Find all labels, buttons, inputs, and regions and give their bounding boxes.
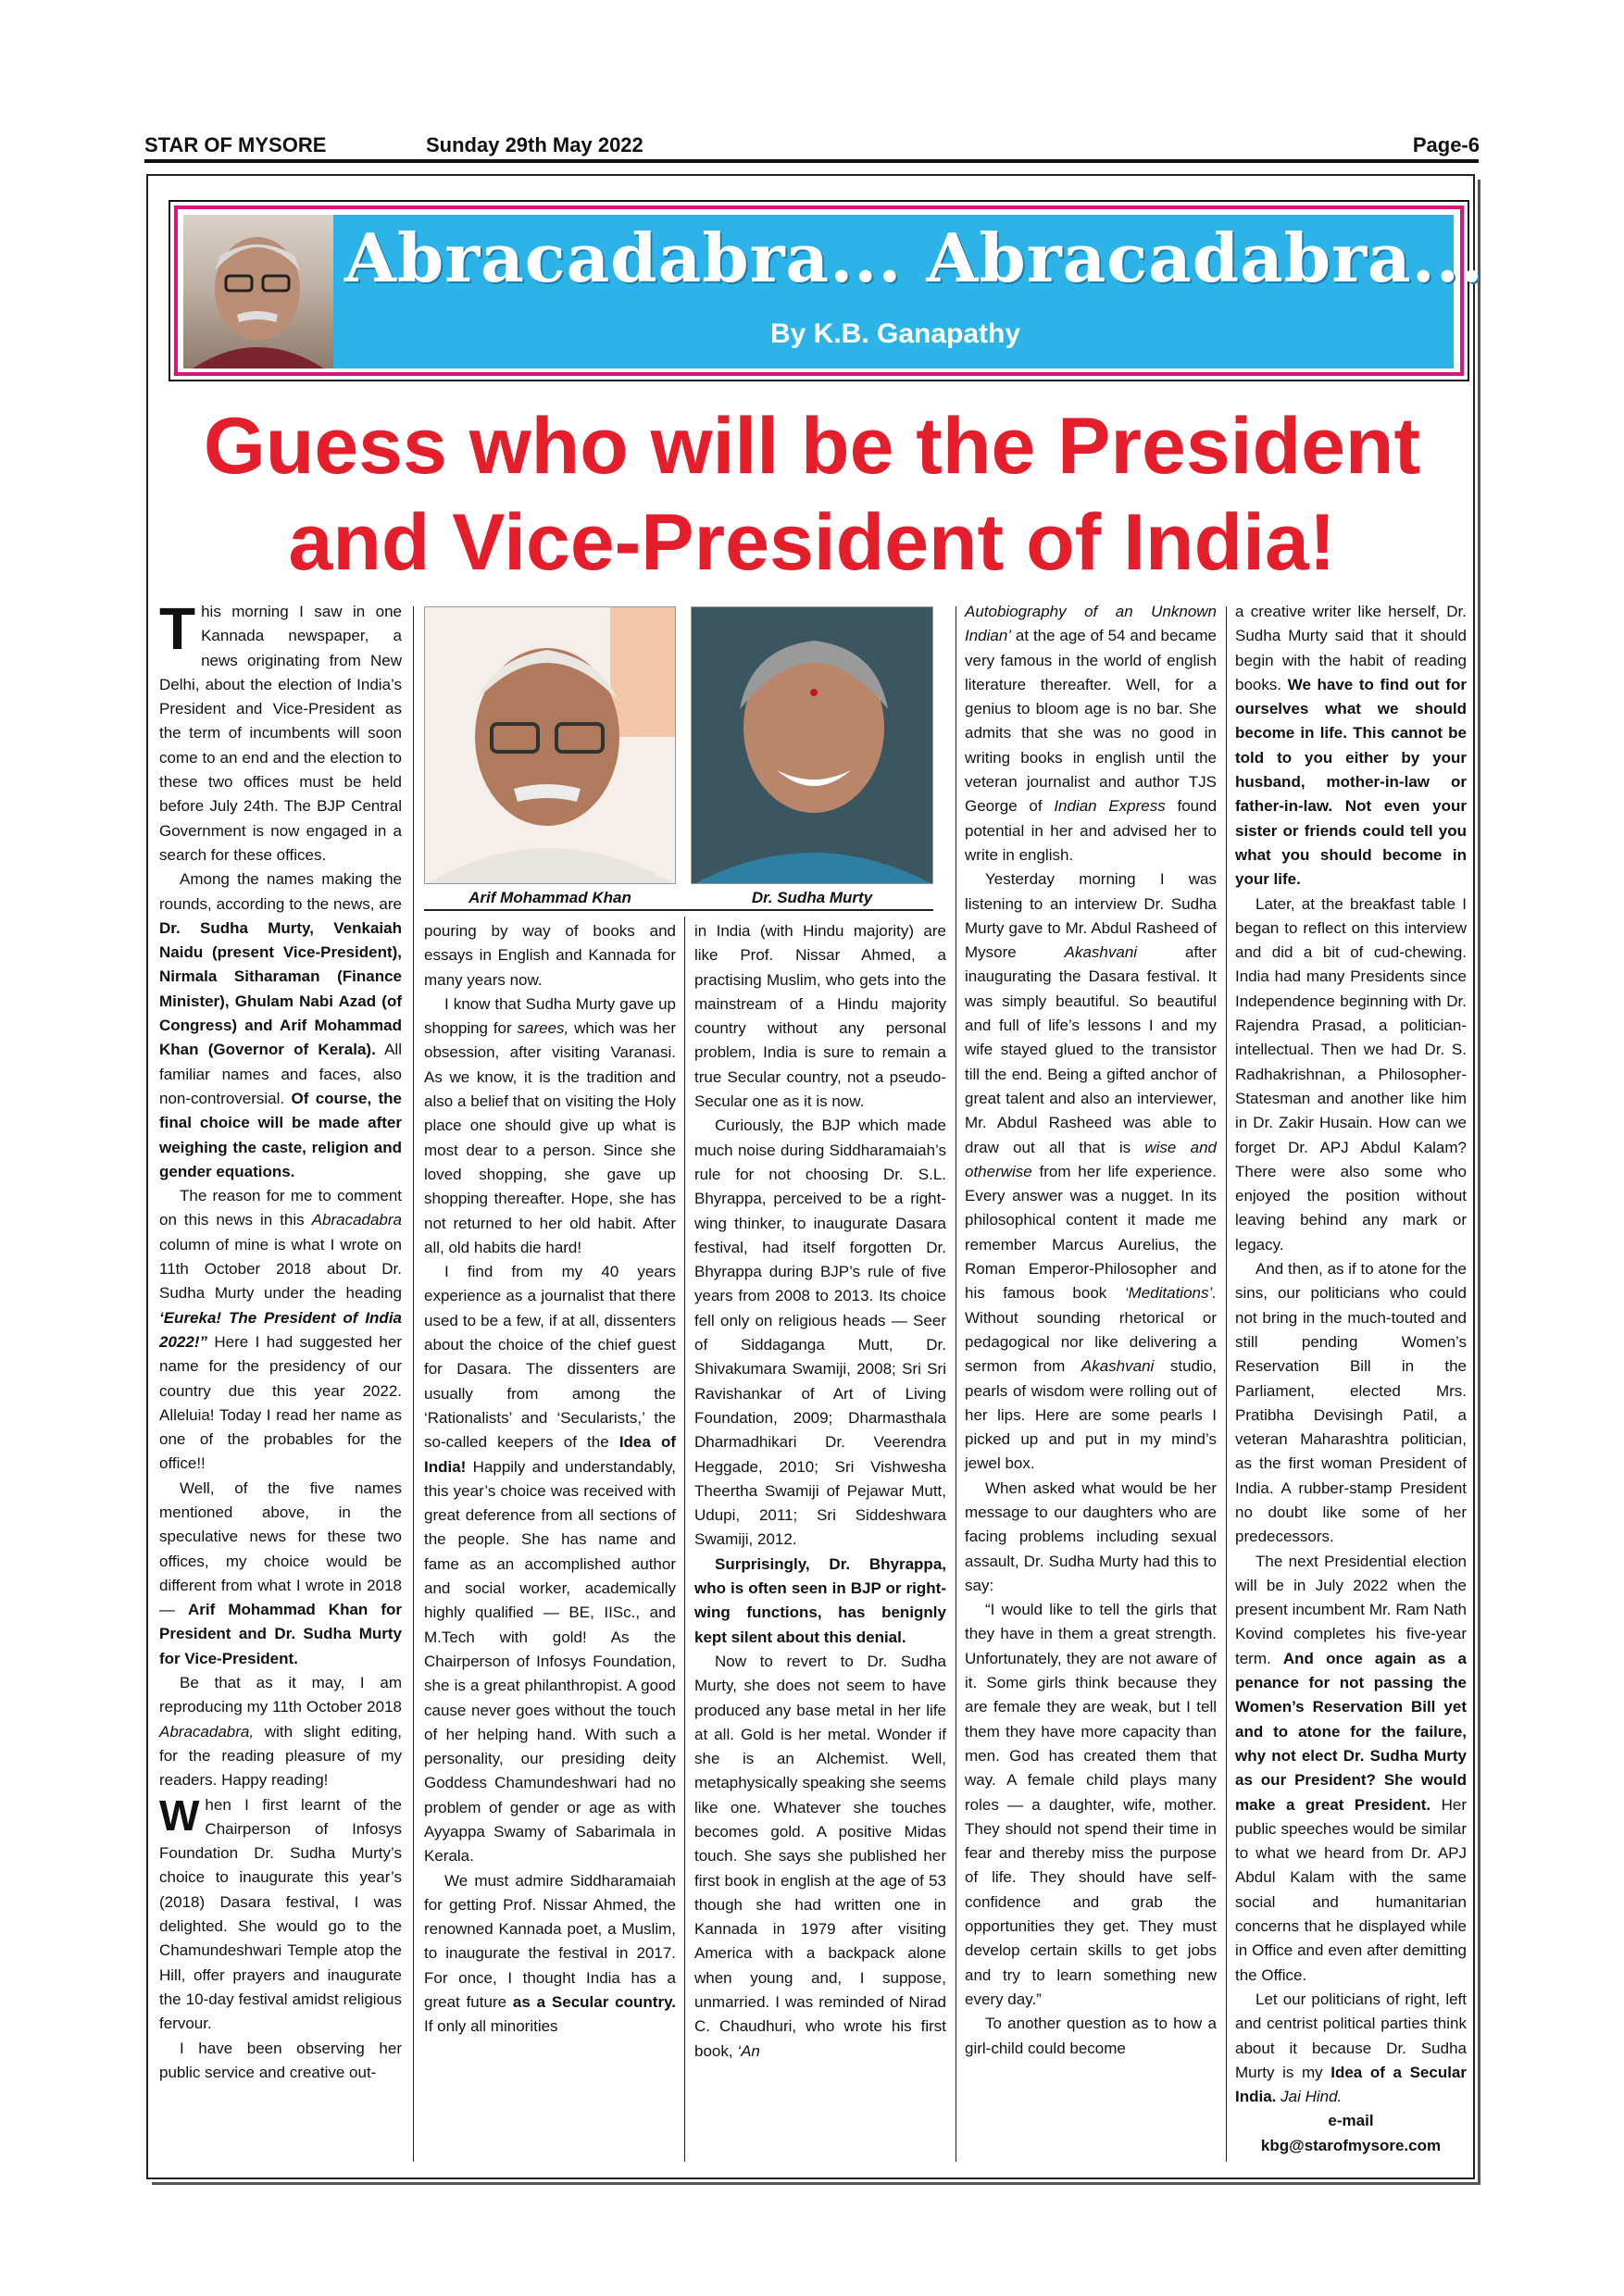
photo-arif-mohammad-khan — [424, 606, 676, 884]
paragraph: Yesterday morning I was listening to an interview Dr. Sudha Murty gave to Mr. Abdul Rasheed of Mysore Akashvani after inaugurating the Dasara festival. It was simply beautiful. So beautiful and full of life’s lessons I and my wife stayed glued to the transistor till the end. Being a gifted anchor of great talent and also an interviewer, Mr. Abdul Rasheed was able to draw out all that is wise and otherwise from her life experience. Every answer was a nugget. In its philosophical content it made me remember Marcus Aurelius, the Roman Emperor-Philosopher and his famous book ‘Meditations’. Without sounding rhetorical or pedagogical nor like delivering a sermon from Akashvani studio, pearls of wisdom were rolling out of her lips. Here are some pearls I picked up and put in my mind’s jewel box. — [965, 870, 1217, 1473]
paragraph: in India (with Hindu majority) are like Prof. Nissar Ahmed, a practising Muslim, who gets into the mainstream of a Hindu majority country without any personal problem, India is sure to remain a true Secular country, not a pseudo-Secular one as it is now. — [694, 922, 946, 1111]
page-header — [144, 130, 1480, 161]
column-title: Abracadabra... Abracadabra... — [344, 218, 1484, 297]
column-rule — [1226, 606, 1227, 2162]
headline — [148, 398, 1476, 591]
paragraph: This morning I saw in one Kannada newspaper, a news originating from New Delhi, about the election of India’s President and Vice-President as the term of incumbents will soon come to an end and the election to these two offices must be held before July 24th. The BJP Central Government is now engaged in a search for these offices. — [159, 595, 402, 864]
header-rule — [144, 159, 1479, 163]
article-column-2 — [424, 919, 676, 2040]
paragraph: Curiously, the BJP which made much noise during Siddharamaiah’s rule for not choosing Dr. S.L. Bhyrappa, perceived to be a right-wing thinker, to inaugurate Dasara festival, had itself forgotten Dr. Bhyrappa during BJP’s rule of five years from 2008 to 2013. Its choice fell only on religious heads — Seer of Siddaganga Mutt, Dr. Shivakumara Swamiji, 2008; Sri Sri Ravishankar of Art of Living Foundation, 2009; Dharmasthala Dharmadhikari Dr. Veerendra Heggade, 2010; Sri Vishwesha Theertha Swamiji of Pejawar Mutt, Udupi, 2011; Sri Siddeshwara Swamiji, 2012. — [694, 1117, 946, 1549]
paragraph: Now to revert to Dr. Sudha Murty, she does not seem to have produced any base metal in her life at all. Gold is her metal. Wonder if she is an Alchemist. Well, metaphysically speaking she seems like one. Whatever she touches becomes gold. A positive Midas touch. She says she published her first book in english at the age of 53 though she had written one in Kannada in 1979 after visiting America with a backpack alone when young and, I suppose, unmarried. I was reminded of Nirad C. Chaudhuri, who wrote his first book, ‘An — [694, 1652, 946, 2060]
paragraph: To another question as to how a girl-child could become — [965, 2015, 1217, 2057]
column-rule — [413, 606, 414, 2162]
page-number: Page-6 — [1412, 133, 1480, 156]
caption-rule — [424, 909, 933, 911]
article-column-3 — [694, 919, 946, 2064]
headline-line-2: and Vice-President of India! — [288, 498, 1336, 587]
paragraph: Autobiography of an Unknown Indian’ at the age of 54 and became very famous in the world of english literature thereafter. Well, for a genius to bloom age is no bar. She admits that she was no good in writing books in english until the veteran journalist and author TJS George of Indian Express found potential in her and advised her to write in english. — [965, 603, 1218, 864]
headline-line-1: Guess who will be the President — [203, 402, 1421, 491]
article-column-1 — [159, 595, 402, 2085]
author-email[interactable]: kbg@starofmysore.com — [1260, 2136, 1442, 2154]
issue-date: Sunday 29th May 2022 — [426, 133, 643, 156]
paragraph: We must admire Siddharamaiah for getting Prof. Nissar Ahmed, the renowned Kannada poet, a Muslim, to inaugurate the festival in 2017. For once, I thought India has a great future as a Secular country. If only all minorities — [424, 1871, 676, 2036]
byline: By K.B. Ganapathy — [769, 318, 1021, 349]
photo-sudha-murty — [691, 606, 933, 884]
paper-name: STAR OF MYSORE — [144, 133, 327, 156]
article-column-4 — [965, 600, 1217, 2061]
paragraph: Later, at the breakfast table I began to reflect on this interview and did a bit of cud-chewing. India had many Presidents since Independence beginning with Dr. Rajendra Prasad, a politician-intellectual. Then we had Dr. S. Radhakrishnan, a Philosopher-Statesman and another like him in Dr. Zakir Husain. How can we forget Dr. APJ Abdul Kalam? There were also some who enjoyed the position without leaving behind any mark or legacy. — [1235, 894, 1467, 1254]
paragraph: When I first learnt of the Chairperson of Infosys Foundation Dr. Sudha Murty’s choice to inaugurate this year’s (2018) Dasara festival, I was delighted. She would go to the Chamundeshwari Temple atop the Hill, offer prayers and inaugurate the 10-day festival amidst religious fervour. — [159, 1791, 402, 2033]
paragraph: The next Presidential election will be in July 2022 when the present incumbent Mr. Ram Nath Kovind completes his five-year term. And once again as a penance for not passing the Women’s Reservation Bill yet and to atone for the failure, why not elect Dr. Sudha Murty as our President? She would make a great President. Her public speeches would be similar to what we heard from Dr. APJ Abdul Kalam with the same social and humanitarian concerns that he displayed while in Office and even after demitting the Office. — [1235, 1552, 1467, 1984]
paragraph: Among the names making the rounds, according to the news, are Dr. Sudha Murty, Venkaiah Naidu (present Vice-President), Nirmala Sitharaman (Finance Minister), Ghulam Nabi Azad (of Congress) and Arif Mohammad Khan (Governor of Kerala). All familiar names and faces, also non-controversial. Of course, the final choice will be made after weighing the caste, religion and gender equations. — [159, 870, 402, 1180]
paragraph: When asked what would be her message to our daughters who are facing problems including sexual assault, Dr. Sudha Murty had this to say: — [965, 1479, 1217, 1594]
email-label: e-mail — [1328, 2112, 1374, 2130]
paragraph: I have been observing her public service and creative out- — [159, 2039, 402, 2081]
caption-left: Arif Mohammad Khan — [468, 889, 631, 906]
paragraph: The reason for me to comment on this news in this Abracadabra column of mine is what I wrote on 11th October 2018 about Dr. Sudha Murty under the heading ‘Eureka! The President of India 2022!” Here I had suggested her name for the presidency of our country due this year 2022. Alleluia! Today I read her name as one of the probables for the office!! — [159, 1187, 402, 1473]
article-column-5 — [1235, 600, 1467, 2158]
paragraph: And then, as if to atone for the sins, our politicians who could not bring in the much-touted and still pending Women’s Reservation Bill in the Parliament, elected Mrs. Pratibha Devisingh Patil, a veteran Maharashtra politician, as the first woman President of India. A rubber-stamp President no doubt like some of her predecessors. — [1235, 1260, 1467, 1546]
author-portrait — [183, 215, 333, 368]
paragraph: pouring by way of books and essays in English and Kannada for many years now. — [424, 922, 676, 989]
paragraph: a creative writer like herself, Dr. Sudha Murty said that it should begin with the habit of reading books. We have to find out for ourselves what we should become in life. This cannot be told to you either by your husband, mother-in-law or father-in-law. Not even your sister or friends could tell you what you should become in your life. — [1235, 603, 1467, 889]
paragraph: Surprisingly, Dr. Bhyrappa, who is often seen in BJP or right-wing functions, has benignly kept silent about this denial. — [694, 1554, 946, 1646]
column-rule — [684, 917, 685, 2162]
caption-right: Dr. Sudha Murty — [751, 889, 873, 906]
drop-cap: T — [159, 595, 196, 662]
paragraph: “I would like to tell the girls that they have in them a great strength. Unfortunately, they are not aware of it. Some girls think because they are female they are weak, but I tell them they have more capacity than men. God has created them that way. A female child plays many roles — a daughter, wife, mother. They should not spend their time in fear and thereby miss the purpose of life. They should have self-confidence and grab the opportunities they get. They must develop certain skills to get jobs and try to learn something new every day.” — [965, 1601, 1217, 2008]
paragraph: I know that Sudha Murty gave up shopping for sarees, which was her obsession, after visiting Varanasi. As we know, it is the tradition and also a belief that on visiting the Holy place one should give up what is most dear to a person. Since she loved shopping, she gave up shopping thereafter. Hope, she has not returned to her old habit. After all, old habits die hard! — [424, 994, 676, 1256]
paragraph: Well, of the five names mentioned above, in the speculative news for these two offices, my choice would be different from what I wrote in 2018 — Arif Mohammad Khan for President and Dr. Sudha Murty for Vice-President. — [159, 1479, 402, 1667]
drop-cap: W — [159, 1791, 200, 1840]
paragraph: Be that as it may, I am reproducing my 11th October 2018 Abracadabra, with slight editing, for the reading pleasure of my readers. Happy reading! — [159, 1674, 402, 1790]
paragraph: Let our politicians of right, left and centrist political parties think about it because Dr. Sudha Murty is my Idea of a Secular India. Jai Hind. — [1235, 1990, 1467, 2106]
paragraph: I find from my 40 years experience as a journalist that there used to be a few, if at all, dissenters about the choice of the chief guest for Dasara. The dissenters are usually from among the ‘Rationalists’ and ‘Secularists,’ the so-called keepers of the Idea of India! Happily and understandably, this year’s choice was received with great deference from all sections of the people. She has name and fame as an accomplished author and social worker, academically highly qualified — BE, IISc., and M.Tech with gold! As the Chairperson of Infosys Foundation, she is a great philanthropist. A good cause never goes without the touch of her helping hand. With such a personality, our presiding deity Goddess Chamundeshwari had no problem of gender or age as with Ayyappa Swamy of Sabarimala in Kerala. — [424, 1263, 676, 1866]
